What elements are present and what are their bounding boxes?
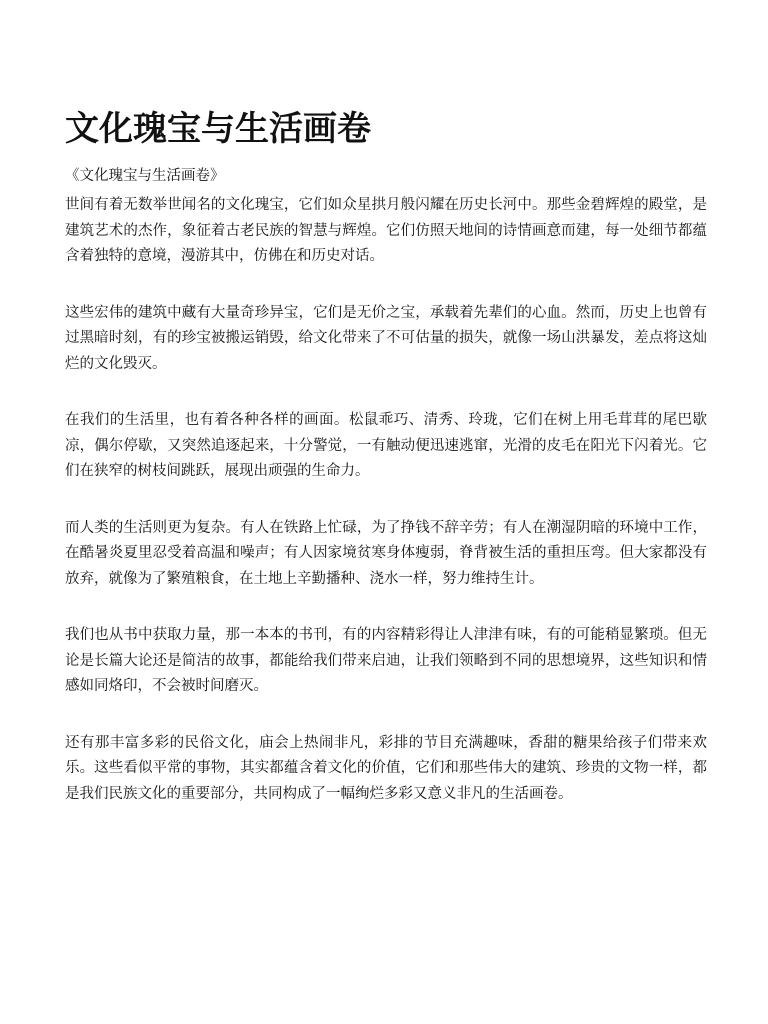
paragraph-5: 我们也从书中获取力量，那一本本的书刊，有的内容精彩得让人津津有味，有的可能稍显繁琐。但无论是长篇大论还是简洁的故事，都能给我们带来启迪，让我们领略到不同的思想境界，这些知识和情感如同烙印，不会被时间磨灭。 [65,627,707,694]
paragraph-6: 还有那丰富多彩的民俗文化，庙会上热闹非凡，彩排的节目充满趣味，香甜的糖果给孩子们带来欢乐。这些看似平常的事物，其实都蕴含着文化的价值，它们和那些伟大的建筑、珍贵的文物一样，都是我们民族文化的重要部分，共同构成了一幅绚烂多彩又意义非凡的生活画卷。 [65,734,707,802]
document-subtitle: 《文化瑰宝与生活画卷》 [65,168,225,184]
paragraph-1: 世间有着无数举世闻名的文化瑰宝，它们如众星拱月般闪耀在历史长河中。那些金碧辉煌的殿堂，是建筑艺术的杰作，象征着古老民族的智慧与辉煌。它们仿照天地间的诗情画意而建，每一处细节都蕴含着独特的意境，漫游其中，仿佛在和历史对话。 [65,197,707,264]
paragraph-2: 这些宏伟的建筑中藏有大量奇珍异宝，它们是无价之宝，承载着先辈们的心血。然而，历史上也曾有过黑暗时刻，有的珍宝被搬运销毁，给文化带来了不可估量的损失，就像一场山洪暴发，差点将这灿烂的文化毁灭。 [65,304,707,372]
paragraph-3: 在我们的生活里，也有着各种各样的画面。松鼠乖巧、清秀、玲珑，它们在树上用毛茸茸的尾巴歇凉，偶尔停歇，又突然追逐起来，十分警觉，一有触动便迅速逃窜，光滑的皮毛在阳光下闪着光。它们在狭窄的树枝间跳跃，展现出顽强的生命力。 [65,412,707,479]
document-page [65,106,707,807]
paragraph-4: 而人类的生活则更为复杂。有人在铁路上忙碌，为了挣钱不辞辛劳；有人在潮湿阴暗的环境中工作，在酷暑炎夏里忍受着高温和噪声；有人因家境贫寒身体瘦弱，脊背被生活的重担压弯。但大家都没有放弃，就像为了繁殖粮食，在土地上辛勤播种、浇水一样，努力维持生计。 [65,519,707,587]
page-title: 文化瑰宝与生活画卷 [65,109,371,149]
